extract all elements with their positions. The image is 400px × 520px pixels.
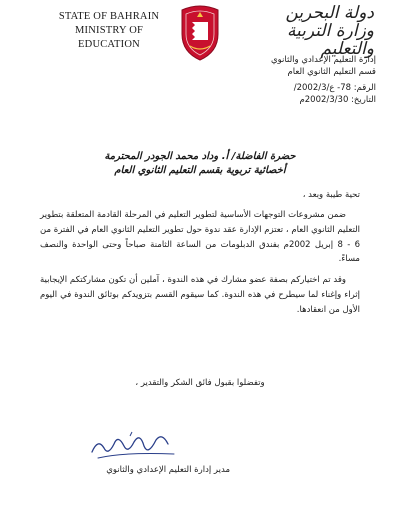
signatory-title: مدير إدارة التعليم الإعدادي والثانوي (106, 465, 230, 475)
addressee-name: حضرة الفاضلة/ أ. وداد محمد الجودر المحترمة (104, 151, 296, 162)
ministry-name-en: MINISTRY OF EDUCATION (74, 25, 144, 50)
addressee-block (80, 150, 320, 178)
department-block (216, 54, 376, 78)
reference-block (216, 82, 376, 106)
body-paragraph-1: ضمن مشروعات التوجهات الأساسية لتطوير التعليم في المرحلة القادمة المتعلقة بتطوير التعليم الثانوي العام ، تعتزم الإدارة عقد ندوة حول تطوير التعليم الثانوي العام في الفترة من 6 - 8 إبريل 2002م بفندق الدبلومات من الساعة الثامنة صباحاً وحتى الواحدة والنصف مساءً. (40, 210, 360, 265)
letterhead-arabic (249, 3, 374, 59)
ministry-name-ar: وزارة التربية والتعليم (286, 21, 374, 59)
state-name-ar: دولة البحرين (285, 3, 374, 23)
closing-line: وتفضلوا بقبول فائق الشكر والتقدير ، (135, 378, 265, 388)
department-line-1: إدارة التعليم الإعدادي والثانوي (271, 55, 376, 65)
signature-image (84, 426, 184, 464)
greeting: تحية طيبة وبعد ، (302, 190, 360, 200)
letter-body (40, 208, 360, 324)
department-line-2: قسم التعليم الثانوي العام (287, 67, 376, 77)
reference-date: التاريخ: 2002/3/30م (299, 95, 376, 105)
body-paragraph-2: وقد تم اختياركم بصفة عضو مشارك في هذه الندوة ، آملين أن تكون مشاركتكم الإيجابية إثراء وإغناء لما سيطرح في هذه الندوة. كما سيقوم القسم بتزويدكم بوثائق الندوة في اليوم الأول من انعقادها. (40, 275, 360, 315)
state-name-en: STATE OF BAHRAIN (58, 11, 160, 22)
letterhead-english (44, 10, 174, 52)
reference-number: الرقم: 78- ع/2002/3/ (293, 83, 376, 93)
addressee-title: أخصائية تربوية بقسم التعليم الثانوي العام (114, 165, 286, 176)
